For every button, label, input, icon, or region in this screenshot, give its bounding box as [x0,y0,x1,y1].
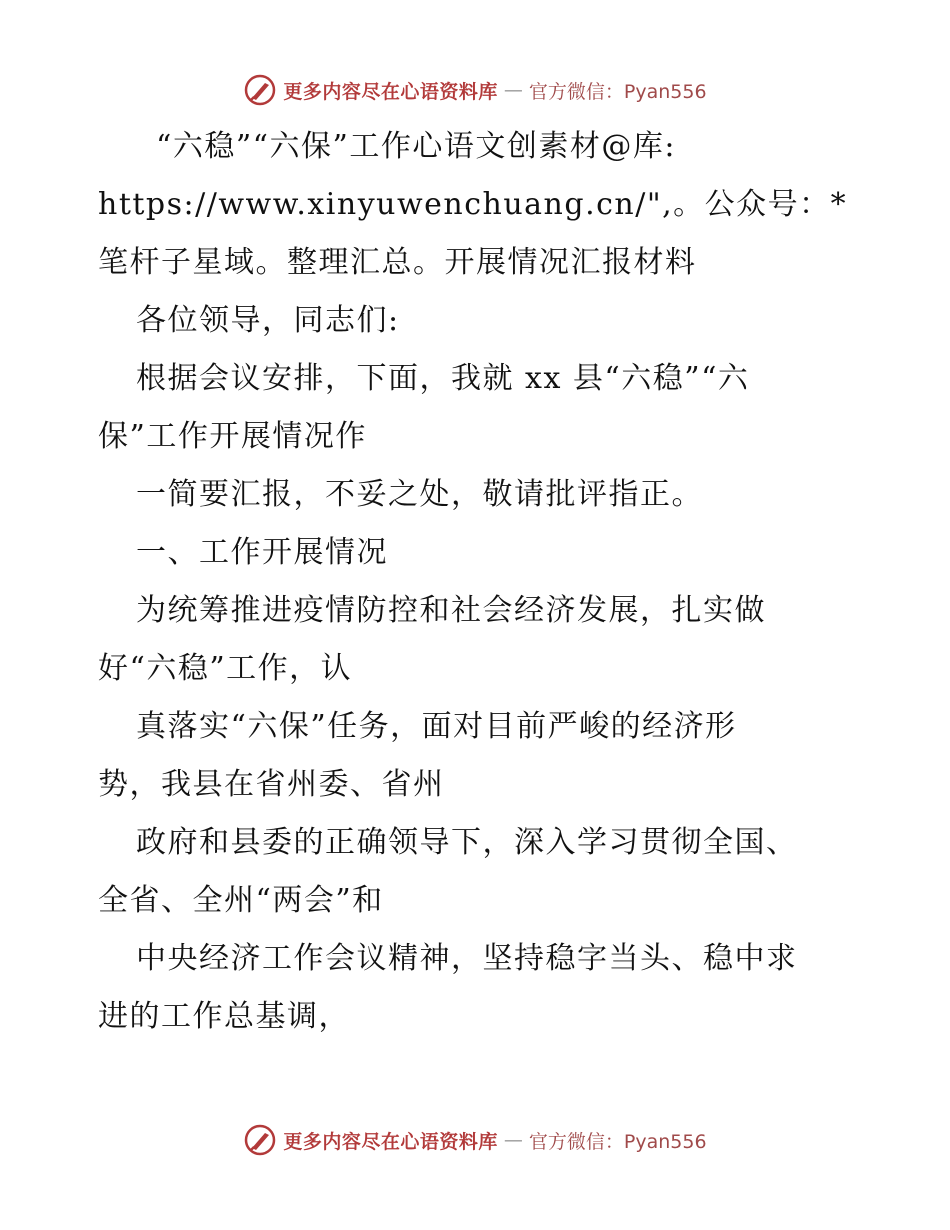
footer-watermark [0,1120,950,1160]
doc-section-heading: 一、工作开展情况 [136,535,388,570]
doc-line-url: https://www.xinyuwenchuang.cn/",。公众号：* [98,187,848,222]
doc-line: 全省、全州“两会”和 [98,883,384,918]
watermark-contact: 官方微信：Pyan556 [528,80,707,103]
doc-line: 保”工作开展情况作 [98,419,367,454]
doc-line: 为统筹推进疫情防控和社会经济发展，扎实做 [136,593,766,628]
doc-line: 中央经济工作会议精神，坚持稳字当头、稳中求 [136,941,798,976]
doc-line-subtitle: 笔杆子星域。整理汇总。开展情况汇报材料 [98,245,697,280]
doc-line: 好“六稳”工作，认 [98,651,353,686]
quill-logo-icon [243,1123,277,1157]
watermark-separator: — [503,79,523,101]
watermark-contact: 官方微信：Pyan556 [528,1130,707,1153]
doc-line: 一简要汇报，不妥之处，敬请批评指正。 [136,477,703,512]
quill-logo-icon [243,73,277,107]
header-watermark [0,70,950,110]
doc-line: 根据会议安排，下面，我就 xx 县“六稳”“六 [136,361,750,396]
doc-line: 真落实“六保”任务，面对目前严峻的经济形 [136,709,737,744]
doc-line-greeting: 各位领导，同志们: [136,303,400,338]
doc-line: 势，我县在省州委、省州 [98,767,445,802]
watermark-separator: — [503,1129,523,1151]
doc-line: 政府和县委的正确领导下，深入学习贯彻全国、 [136,825,798,860]
watermark-site-name: 更多内容尽在心语资料库 [283,80,498,103]
doc-line: 进的工作总基调， [98,999,350,1034]
document-body [98,118,858,1046]
watermark-site-name: 更多内容尽在心语资料库 [283,1130,498,1153]
doc-line-title: “六稳”“六保”工作心语文创素材@库: [156,129,676,164]
